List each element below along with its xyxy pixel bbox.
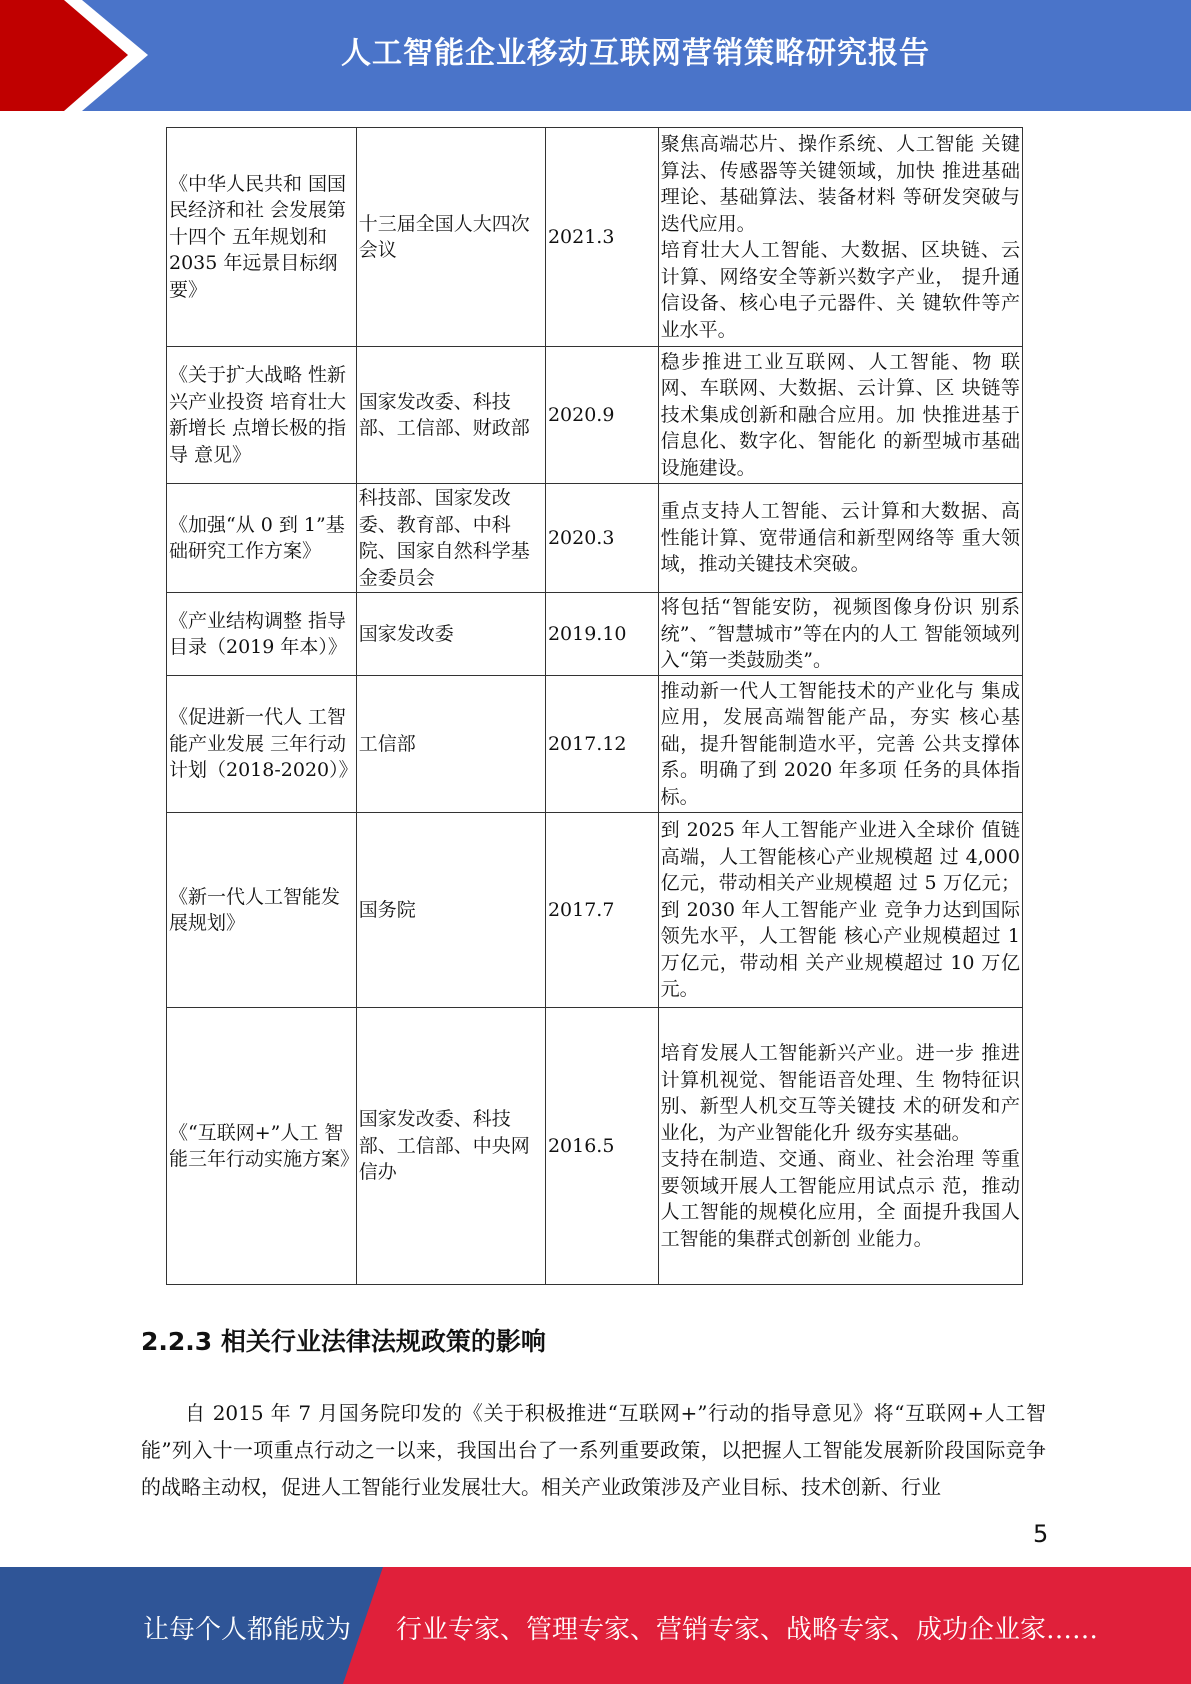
issue-date-cell: 2020.3 bbox=[545, 484, 658, 593]
table-row bbox=[167, 1008, 1023, 1285]
issuing-organization-cell: 科技部、国家发改委、教育部、中科院、国家自然科学基金委员会 bbox=[356, 484, 545, 593]
policy-content-paragraph: 培育发展人工智能新兴产业。进一步 推进计算机视觉、智能语音处理、生 物特征识别、新型人机交互等关键技 术的研发和产业化，为产业智能化升 级夯实基础。 bbox=[660, 1042, 1020, 1144]
issue-date-cell: 2021.3 bbox=[545, 128, 658, 347]
policy-document-cell: 《加强“从 0 到 1”基础研究工作方案》 bbox=[167, 484, 357, 593]
footer-slogan-right: 行业专家、管理专家、营销专家、战略专家、成功企业家…… bbox=[396, 1615, 1099, 1645]
policy-document-cell: 《产业结构调整 指导目录（2019 年本）》 bbox=[167, 593, 357, 676]
table-row bbox=[167, 813, 1023, 1008]
policy-content-cell bbox=[658, 1008, 1022, 1285]
issue-date-cell: 2020.9 bbox=[545, 347, 658, 484]
policy-document-cell: 《关于扩大战略 性新兴产业投资 培育壮大新增长 点增长极的指导 意见》 bbox=[167, 347, 357, 484]
policy-document-cell: 《“互联网+”人工 智能三年行动实施方案》 bbox=[167, 1008, 357, 1285]
policy-content-cell bbox=[658, 128, 1022, 347]
policy-document-cell: 《新一代人工智能发展规划》 bbox=[167, 813, 357, 1008]
policy-document-cell: 《中华人民共和 国国民经济和社 会发展第十四个 五年规划和 2035 年远景目标纲要》 bbox=[167, 128, 357, 347]
issuing-organization-cell: 国家发改委、科技部、工信部、中央网信办 bbox=[356, 1008, 545, 1285]
policy-content-paragraph: 到 2025 年人工智能产业进入全球价 值链高端，人工智能核心产业规模超 过 4,000 亿元，带动相关产业规模超 过 5 万亿元；到 2030 年人工智能产业 竞争力达到国际领先水平，人工智能 核心产业规模超过 1 万亿元，带动相 关产业规模超过 10 万亿元。 bbox=[660, 819, 1020, 1001]
issue-date-cell: 2017.12 bbox=[545, 676, 658, 813]
policy-document-cell: 《促进新一代人 工智能产业发展 三年行动计划（2018-2020）》 bbox=[167, 676, 357, 813]
issuing-organization-cell: 国家发改委 bbox=[356, 593, 545, 676]
issuing-organization-cell: 十三届全国人大四次会议 bbox=[356, 128, 545, 347]
table-row bbox=[167, 128, 1023, 347]
issuing-organization-cell: 工信部 bbox=[356, 676, 545, 813]
issue-date-cell: 2019.10 bbox=[545, 593, 658, 676]
policy-table bbox=[166, 127, 1023, 1285]
policy-content-paragraph: 重点支持人工智能、云计算和大数据、高性能计算、宽带通信和新型网络等 重大领域，推动关键技术突破。 bbox=[660, 500, 1020, 576]
table-row bbox=[167, 484, 1023, 593]
issue-date-cell: 2016.5 bbox=[545, 1008, 658, 1285]
policy-content-cell bbox=[658, 593, 1022, 676]
policy-content-paragraph: 稳步推进工业互联网、人工智能、物 联网、车联网、大数据、云计算、区 块链等技术集成创新和融合应用。加 快推进基于信息化、数字化、智能化 的新型城市基础设施建设。 bbox=[660, 350, 1020, 479]
policy-content-paragraph: 推动新一代人工智能技术的产业化与 集成应用，发展高端智能产品，夯实 核心基础，提升智能制造水平，完善 公共支撑体系。明确了到 2020 年多项 任务的具体指标。 bbox=[660, 679, 1020, 808]
section-heading: 2.2.3 相关行业法律法规政策的影响 bbox=[141, 1327, 546, 1356]
policy-content-paragraph: 支持在制造、交通、商业、社会治理 等重要领域开展人工智能应用试点示 范，推动人工智能的规模化应用，全 面提升我国人工智能的集群式创新创 业能力。 bbox=[660, 1148, 1020, 1250]
policy-content-cell bbox=[658, 347, 1022, 484]
table-row bbox=[167, 676, 1023, 813]
policy-content-paragraph: 培育壮大人工智能、大数据、区块链、云计算、网络安全等新兴数字产业， 提升通信设备、核心电子元器件、关 键软件等产业水平。 bbox=[660, 239, 1020, 341]
footer-slogan-left: 让每个人都能成为 bbox=[143, 1615, 352, 1645]
page-footer bbox=[0, 1567, 1191, 1684]
page-header bbox=[0, 0, 1191, 111]
policy-content-cell bbox=[658, 484, 1022, 593]
policy-content-cell bbox=[658, 813, 1022, 1008]
policy-content-paragraph: 将包括“智能安防，视频图像身份识 别系统”、″智慧城市”等在内的人工 智能领域列入“第一类鼓励类”。 bbox=[660, 596, 1020, 672]
page-number: 5 bbox=[1033, 1520, 1049, 1548]
body-paragraph: 自 2015 年 7 月国务院印发的《关于积极推进“互联网+”行动的指导意见》将“互联网+人工智能”列入十一项重点行动之一以来，我国出台了一系列重要政策，以把握人工智能发展新阶段国际竞争的战略主动权，促进人工智能行业发展壮大。相关产业政策涉及产业目标、技术创新、行业 bbox=[141, 1401, 1046, 1499]
issuing-organization-cell: 国家发改委、科技部、工信部、财政部 bbox=[356, 347, 545, 484]
table-row bbox=[167, 347, 1023, 484]
issue-date-cell: 2017.7 bbox=[545, 813, 658, 1008]
issuing-organization-cell: 国务院 bbox=[356, 813, 545, 1008]
table-row bbox=[167, 593, 1023, 676]
policy-content-cell bbox=[658, 676, 1022, 813]
policy-content-paragraph: 聚焦高端芯片、操作系统、人工智能 关键算法、传感器等关键领域，加快 推进基础理论、基础算法、装备材料 等研发突破与迭代应用。 bbox=[660, 133, 1020, 235]
header-title: 人工智能企业移动互联网营销策略研究报告 bbox=[341, 36, 930, 71]
